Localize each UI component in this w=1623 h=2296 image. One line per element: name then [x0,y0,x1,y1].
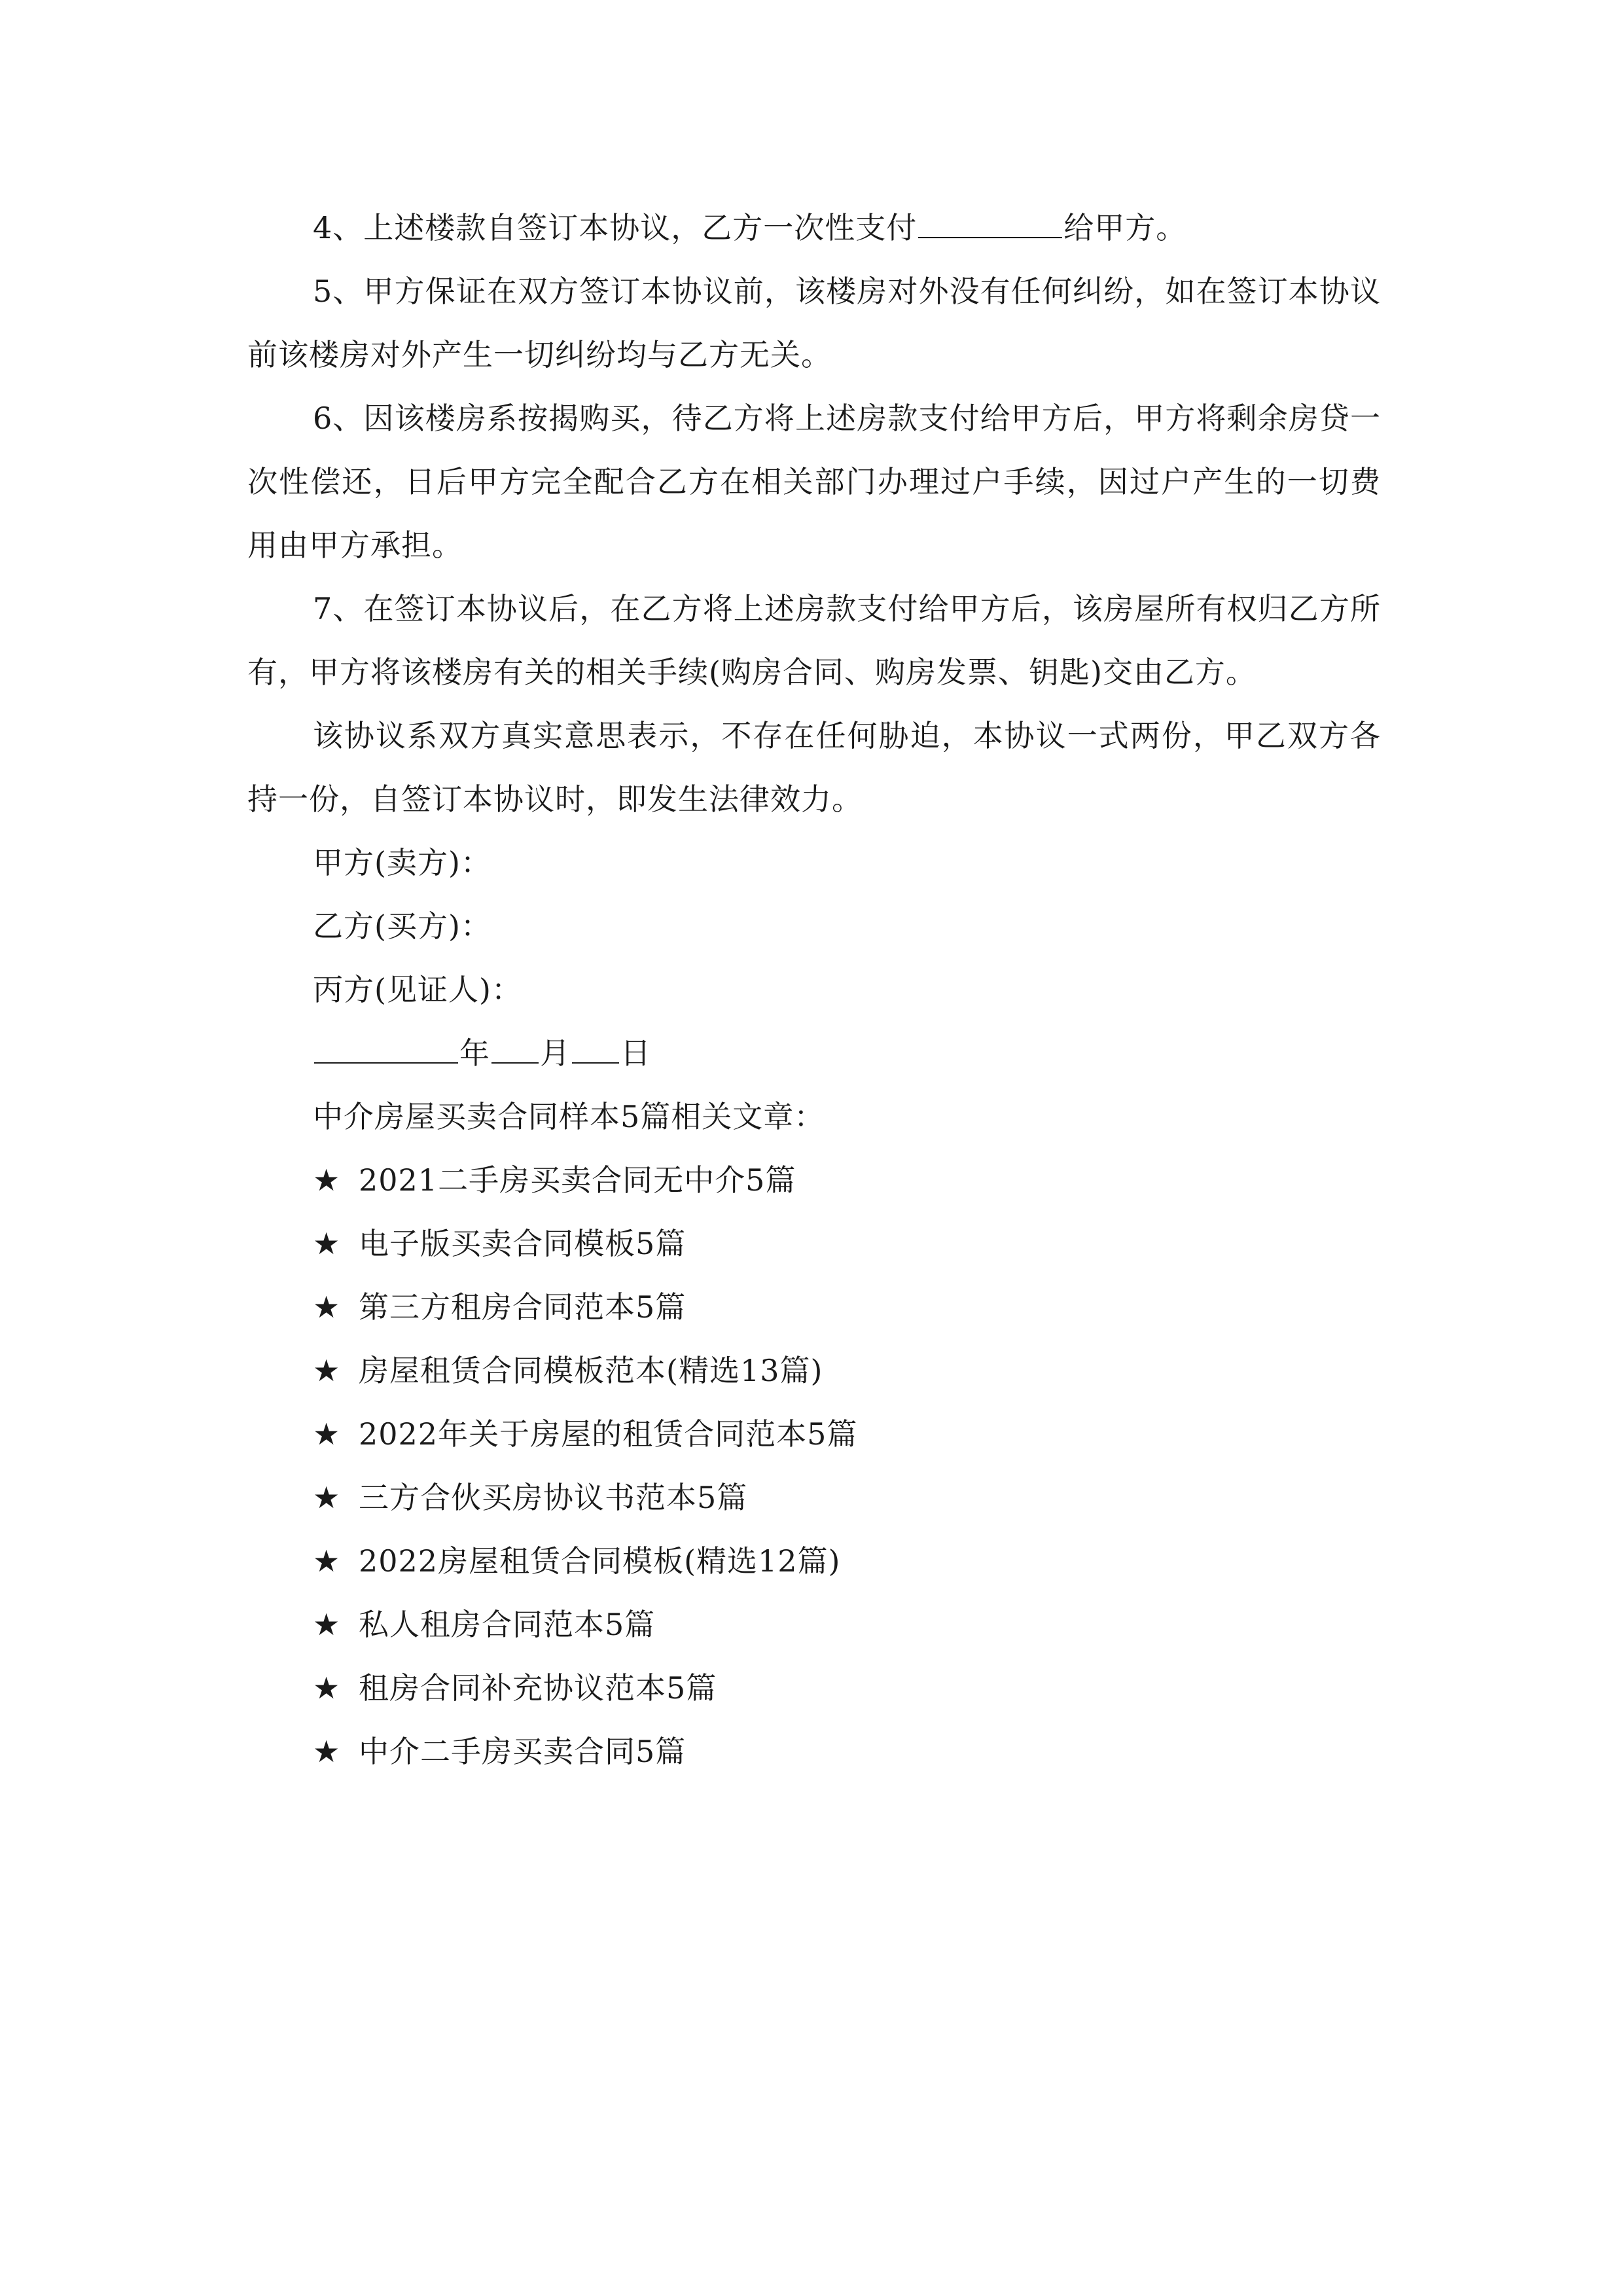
related-article-link[interactable] [247,1466,1381,1530]
star-icon: ★ [313,1162,341,1198]
clause-5: 5、甲方保证在双方签订本协议前，该楼房对外没有任何纠纷，如在签订本协议前该楼房对外产生一切纠纷均与乙方无关。 [247,274,1381,372]
star-icon: ★ [313,1607,341,1642]
related-article-link[interactable] [247,1720,1381,1784]
clause-4-text-end: 给甲方。 [1063,210,1187,245]
star-icon: ★ [313,1734,341,1769]
day-label: 日 [620,1035,651,1071]
related-article-link[interactable] [247,1530,1381,1593]
related-article-link[interactable] [247,1403,1381,1466]
related-article-title: 2022房屋租赁合同模板(精选12篇) [359,1543,841,1579]
year-blank [314,1031,458,1064]
star-icon: ★ [313,1226,341,1261]
related-article-title: 房屋租赁合同模板范本(精选13篇) [359,1353,823,1388]
related-article-title: 2022年关于房屋的租赁合同范本5篇 [359,1416,858,1452]
star-icon: ★ [313,1670,341,1706]
related-article-title: 三方合伙买房协议书范本5篇 [359,1480,748,1515]
related-article-link[interactable] [247,1657,1381,1720]
month-blank [491,1031,539,1064]
related-articles-heading: 中介房屋买卖合同样本5篇相关文章： [313,1099,825,1134]
clause-4-text: 4、上述楼款自签订本协议，乙方一次性支付 [313,210,918,245]
clause-6: 6、因该楼房系按揭购买，待乙方将上述房款支付给甲方后，甲方将剩余房贷一次性偿还，日后甲方完全配合乙方在相关部门办理过户手续，因过户产生的一切费用由甲方承担。 [247,401,1381,563]
star-icon: ★ [313,1543,341,1579]
payment-blank [918,206,1062,238]
signature-party-c: 丙方(见证人)： [313,972,522,1007]
agreement-effect-clause: 该协议系双方真实意思表示，不存在任何胁迫，本协议一式两份，甲乙双方各持一份，自签订本协议时，即发生法律效力。 [247,718,1381,817]
related-article-title: 租房合同补充协议范本5篇 [359,1670,717,1706]
related-article-link[interactable] [247,1212,1381,1276]
related-article-link[interactable] [247,1149,1381,1212]
related-article-title: 2021二手房买卖合同无中介5篇 [359,1162,796,1198]
star-icon: ★ [313,1289,341,1325]
document-body [247,196,1381,1784]
clause-4 [247,196,1381,260]
related-article-title: 电子版买卖合同模板5篇 [359,1226,687,1261]
signature-party-a: 甲方(卖方)： [313,845,491,880]
signature-party-b: 乙方(买方)： [313,908,491,944]
star-icon: ★ [313,1480,341,1515]
month-label: 月 [540,1035,571,1071]
star-icon: ★ [313,1353,341,1388]
date-line [247,1022,1381,1085]
related-article-title: 第三方租房合同范本5篇 [359,1289,687,1325]
year-label: 年 [459,1035,490,1071]
related-article-title: 中介二手房买卖合同5篇 [359,1734,687,1769]
related-article-link[interactable] [247,1593,1381,1657]
related-articles-list [247,1149,1381,1784]
day-blank [572,1031,619,1064]
related-article-title: 私人租房合同范本5篇 [359,1607,656,1642]
related-article-link[interactable] [247,1339,1381,1403]
clause-7: 7、在签订本协议后，在乙方将上述房款支付给甲方后，该房屋所有权归乙方所有，甲方将该楼房有关的相关手续(购房合同、购房发票、钥匙)交由乙方。 [247,591,1381,690]
star-icon: ★ [313,1416,341,1452]
related-article-link[interactable] [247,1276,1381,1339]
